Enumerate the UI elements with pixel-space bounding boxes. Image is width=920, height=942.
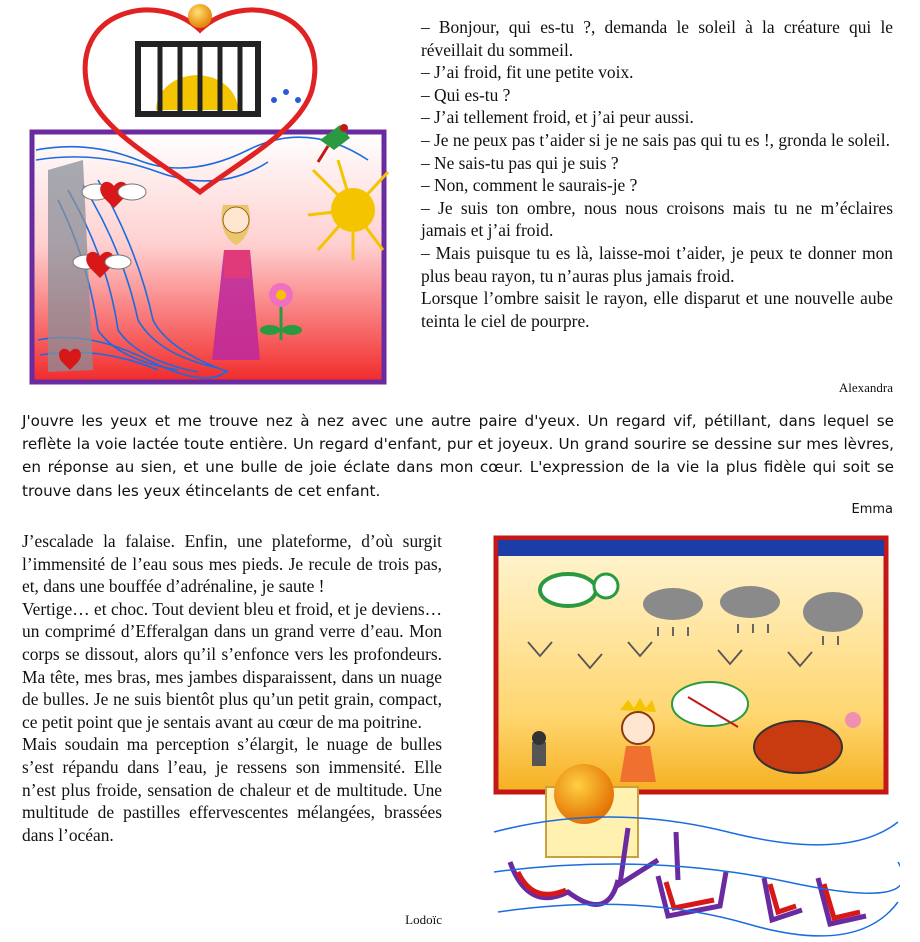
story1-author: Alexandra — [838, 380, 893, 395]
music-notes-icon — [271, 89, 301, 103]
story3-text — [22, 530, 442, 846]
story3-paragraph: Vertige… et choc. Tout devient bleu et froid, et je deviens… un comprimé d’Efferalgan dans un grand verre d’eau. Mon corps se dissout, alors qu’il s’enfonce vers les profondeurs. Ma tête, mes bras, mes jambes disparaissent, dans un nuage de bulles. Je ne suis bientôt plus qu’un petit grain, compact, ce petit point que je sentais avant au cœur de ma poitrine. — [22, 598, 442, 732]
story1-line: – Mais puisque tu es là, laisse-moi t’aider, je peux te donner mon plus beau rayon, tu n’auras plus jamais froid. — [421, 242, 893, 286]
story1-line: – Non, comment le saurais-je ? — [421, 175, 638, 196]
drawing-beach-scene — [488, 532, 900, 938]
story3-paragraph: J’escalade la falaise. Enfin, une plateforme, d’où surgit l’immensité de l’eau sous mes pieds. Je recule de trois pas, et, dans une bouffée d’adrénaline, je saute ! — [22, 531, 442, 597]
barred-window — [138, 44, 258, 114]
orange-ball — [188, 4, 212, 28]
story1-line: Lorsque l’ombre saisit le rayon, elle disparut et une nouvelle aube teinta le ciel de pourpre. — [421, 288, 893, 331]
drawing-heart-sun — [28, 0, 400, 390]
story1-line: – Je ne peux pas t’aider si je ne sais pas qui tu es !, gronda le soleil. — [421, 129, 890, 150]
story3-author: Lodoïc — [405, 912, 442, 927]
dog-icon — [532, 731, 546, 766]
sky-band — [498, 540, 884, 556]
story1-line: – J’ai froid, fit une petite voix. — [421, 62, 634, 83]
story3-paragraph: Mais soudain ma perception s’élargit, le nuage de bulles s’est répandu dans l’eau, je ressens son immensité. Elle n’est plus froide, sensation de chaleur et de multitude. Une multitude de pastilles effervescentes mélangées, brassées dans l’océan. — [22, 734, 442, 845]
story1-line: – Bonjour, qui es-tu ?, demanda le soleil à la créature qui le réveillait du sommeil. — [421, 17, 893, 60]
story1-line: – Ne sais-tu pas qui je suis ? — [421, 152, 619, 173]
story1-line: – Je suis ton ombre, nous nous croisons mais tu ne m’éclaires jamais et j’ai froid. — [421, 197, 893, 241]
orange-ball — [554, 764, 614, 824]
story2-author: Emma — [851, 502, 893, 517]
story1-line: – J’ai tellement froid, et j’ai peur aussi. — [421, 107, 694, 128]
story1-line: – Qui es-tu ? — [421, 84, 511, 105]
leaf-bubble — [672, 682, 748, 727]
story1-text — [421, 16, 893, 332]
story2-text: J'ouvre les yeux et me trouve nez à nez avec une autre paire d'yeux. Un regard vif, pétillant, dans lequel se reflète la voie lactée toute entière. Un regard d'enfant, pur et joyeux. Un grand sourire se dessine sur mes lèvres, en réponse au sien, et une bulle de joie éclate dans mon cœur. L'expression de la vie la plus fidèle qui soit se trouve dans les yeux étincelants de cet enfant. — [22, 412, 894, 500]
